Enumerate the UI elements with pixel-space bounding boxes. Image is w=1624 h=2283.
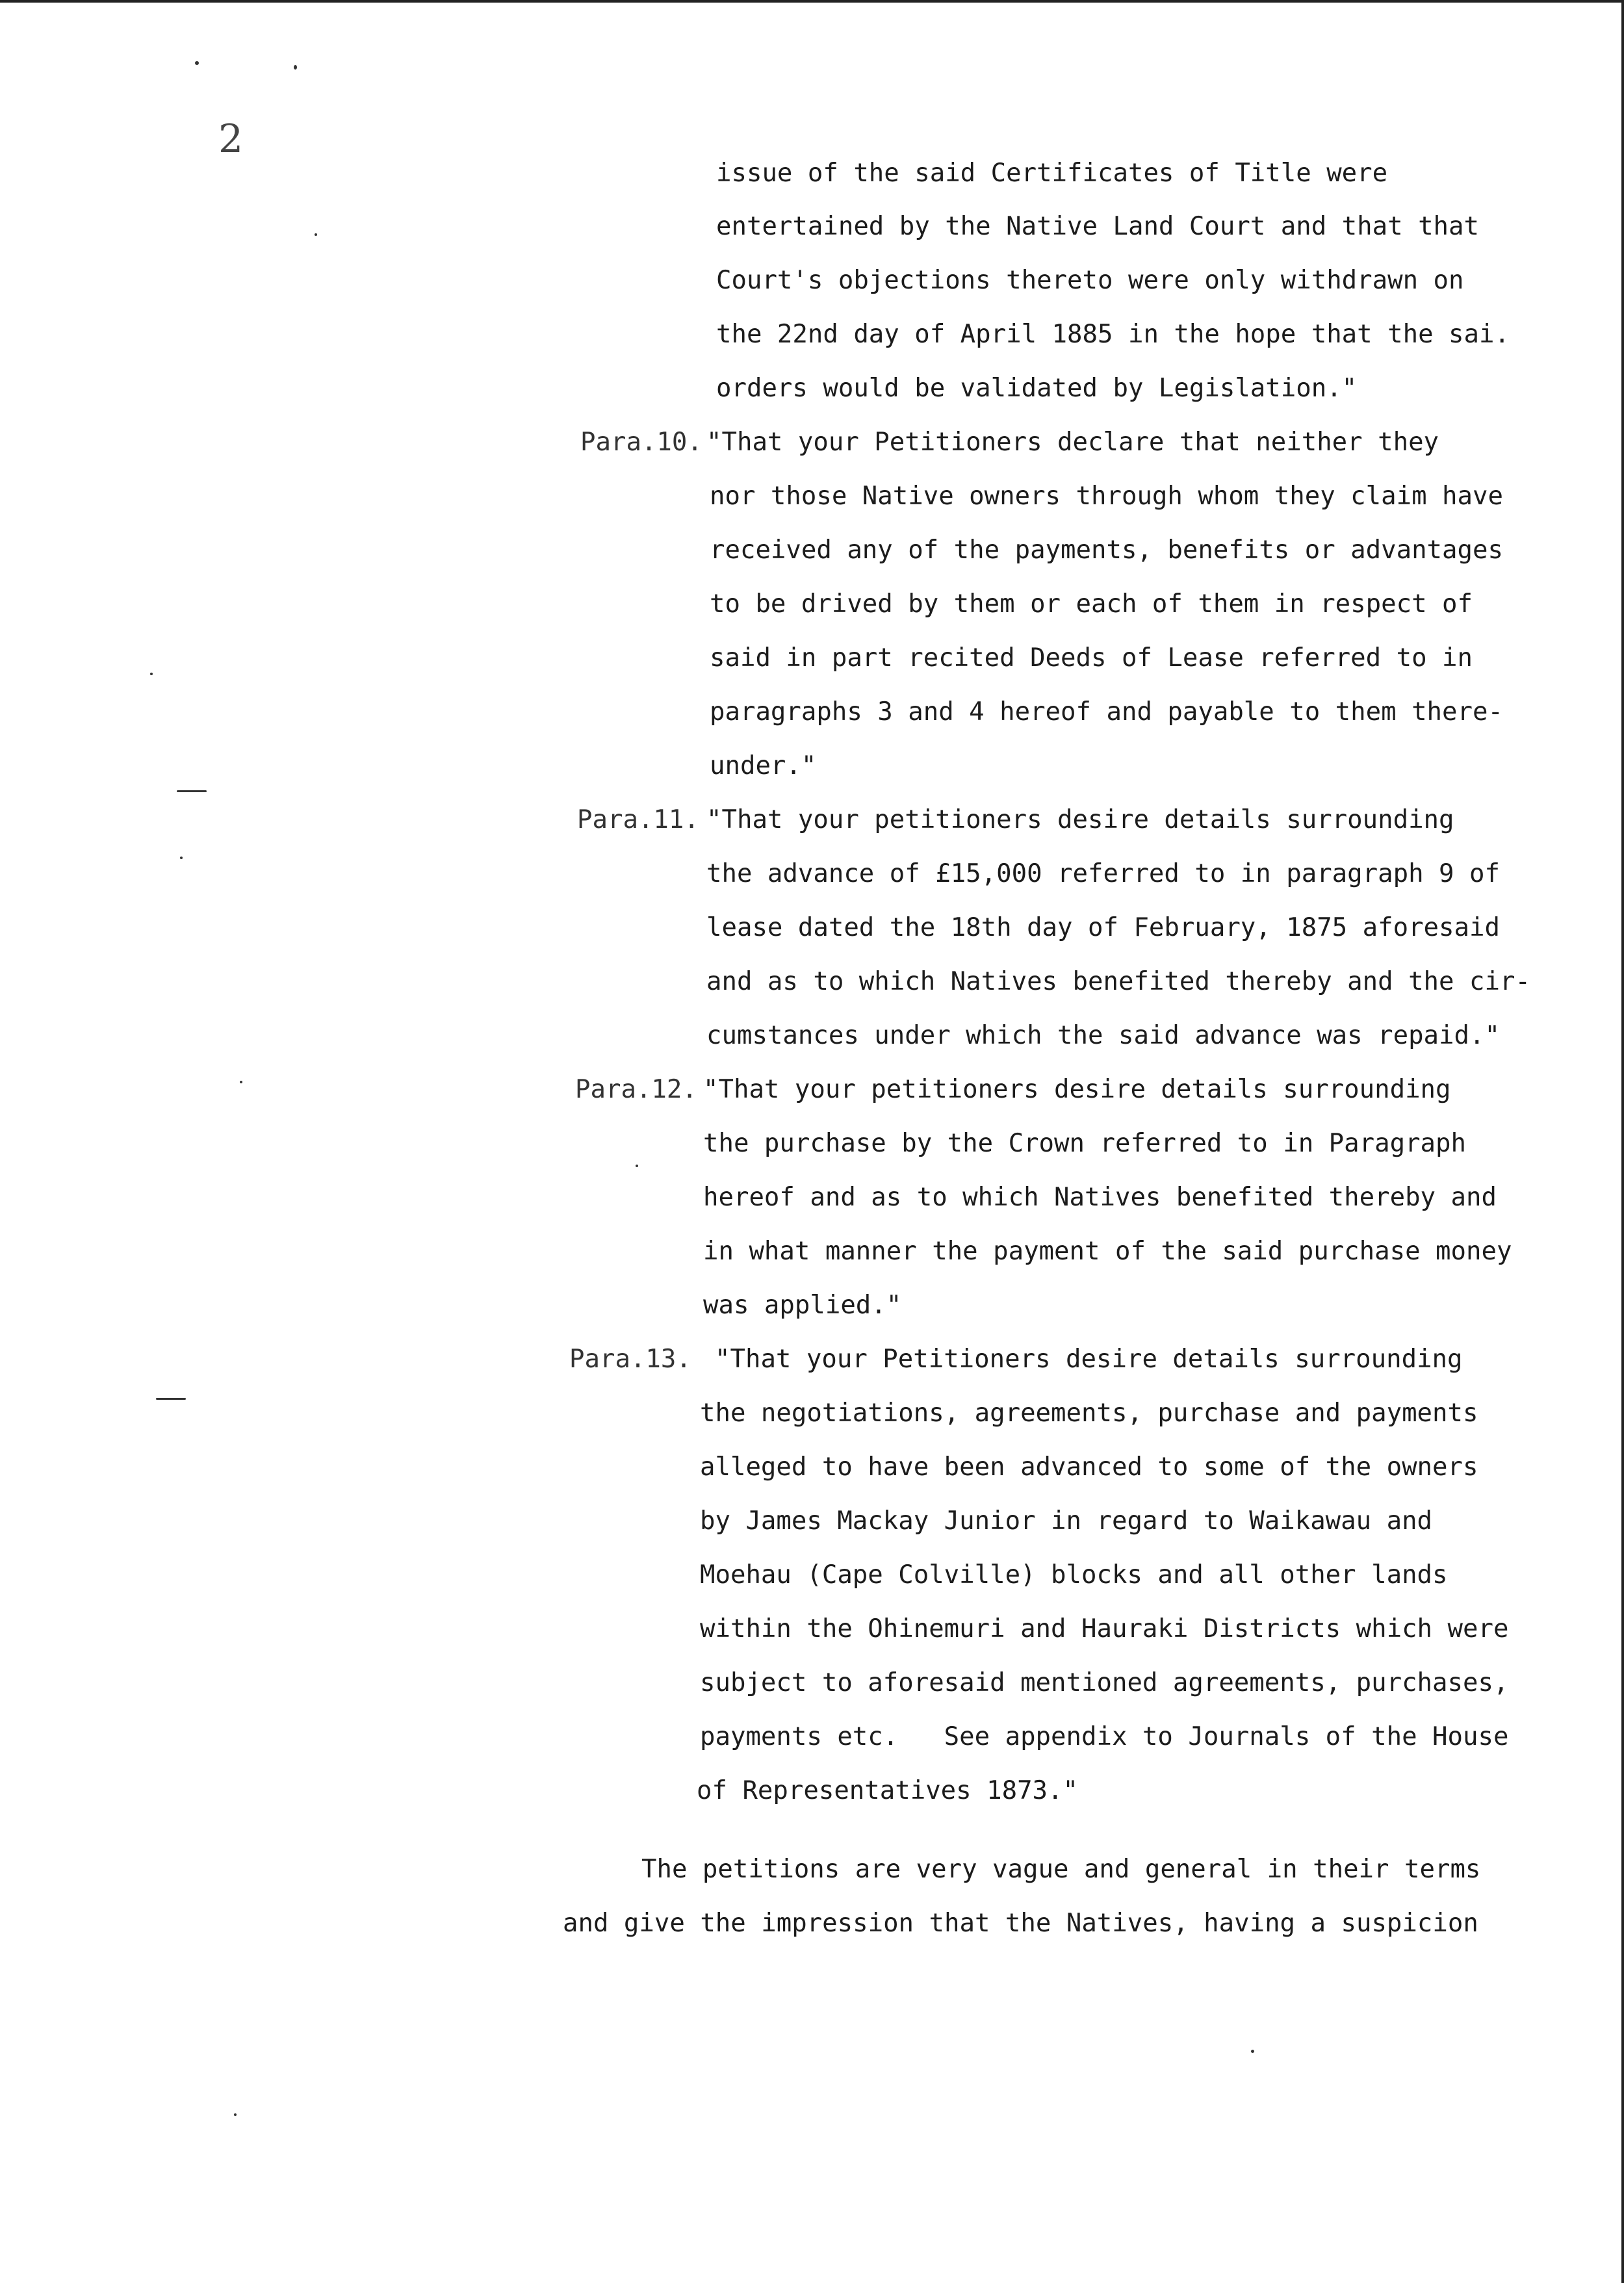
text-line: and as to which Natives benefited thereby and the cir- [706, 967, 1530, 996]
scan-speck [180, 857, 183, 859]
text-line: said in part recited Deeds of Lease referred to in [710, 643, 1473, 673]
text-line: and give the impression that the Natives, having a suspicion [563, 1909, 1478, 1938]
text-line: received any of the payments, benefits or advantages [710, 535, 1503, 565]
text-line: "That your Petitioners desire details surrounding [715, 1345, 1463, 1374]
text-line: to be drived by them or each of them in respect of [710, 589, 1473, 619]
text-line: entertained by the Native Land Court and that that [716, 212, 1479, 241]
scan-speck [240, 1081, 242, 1083]
text-line: under." [710, 751, 817, 780]
scan-speck [636, 1165, 638, 1167]
text-line: orders would be validated by Legislation." [716, 374, 1358, 403]
scan-speck [1251, 2050, 1254, 2053]
text-line: "That your Petitioners declare that neither they [706, 428, 1439, 457]
text-line: the purchase by the Crown referred to in Paragraph [703, 1129, 1466, 1158]
text-line: The petitions are very vague and general in their terms [641, 1855, 1481, 1884]
text-line: in what manner the payment of the said purchase money [703, 1237, 1512, 1266]
scan-speck [234, 2113, 237, 2116]
text-line: hereof and as to which Natives benefited thereby and [703, 1183, 1497, 1212]
text-line: payments etc. See appendix to Journals of the House [700, 1722, 1509, 1751]
page-margin-mark: 2 [218, 116, 244, 162]
text-line: was applied." [703, 1291, 902, 1320]
text-line: alleged to have been advanced to some of the owners [700, 1452, 1478, 1482]
text-line: Court's objections thereto were only withdrawn on [716, 266, 1464, 295]
text-line: "That your petitioners desire details surrounding [703, 1075, 1451, 1104]
scan-dash [156, 1398, 186, 1400]
paragraph-label: Para.11. [577, 805, 699, 834]
paragraph-label: Para.12. [575, 1075, 697, 1104]
text-line: lease dated the 18th day of February, 1875 aforesaid [706, 913, 1500, 942]
paragraph-label: Para.13. [569, 1345, 691, 1374]
scan-speck [294, 65, 297, 70]
scan-speck [315, 233, 317, 236]
text-line: paragraphs 3 and 4 hereof and payable to them there- [710, 697, 1503, 727]
scan-speck [195, 61, 199, 65]
text-line: cumstances under which the said advance was repaid." [706, 1021, 1500, 1050]
paragraph-label: Para.10. [580, 428, 702, 457]
text-line: of Representatives 1873." [697, 1776, 1078, 1805]
text-line: nor those Native owners through whom they claim have [710, 482, 1503, 511]
text-line: "That your petitioners desire details surrounding [706, 805, 1454, 834]
text-line: issue of the said Certificates of Title were [716, 159, 1388, 188]
scan-dash [177, 790, 207, 792]
text-line: the 22nd day of April 1885 in the hope that the sai. [716, 320, 1510, 349]
scan-speck [150, 673, 153, 675]
text-line: the negotiations, agreements, purchase and payments [700, 1399, 1478, 1428]
text-line: subject to aforesaid mentioned agreements, purchases, [700, 1668, 1509, 1697]
text-line: the advance of £15,000 referred to in paragraph 9 of [706, 859, 1500, 888]
text-line: within the Ohinemuri and Hauraki Districts which were [700, 1614, 1509, 1644]
text-line: Moehau (Cape Colville) blocks and all other lands [700, 1560, 1448, 1590]
text-line: by James Mackay Junior in regard to Waikawau and [700, 1506, 1433, 1536]
